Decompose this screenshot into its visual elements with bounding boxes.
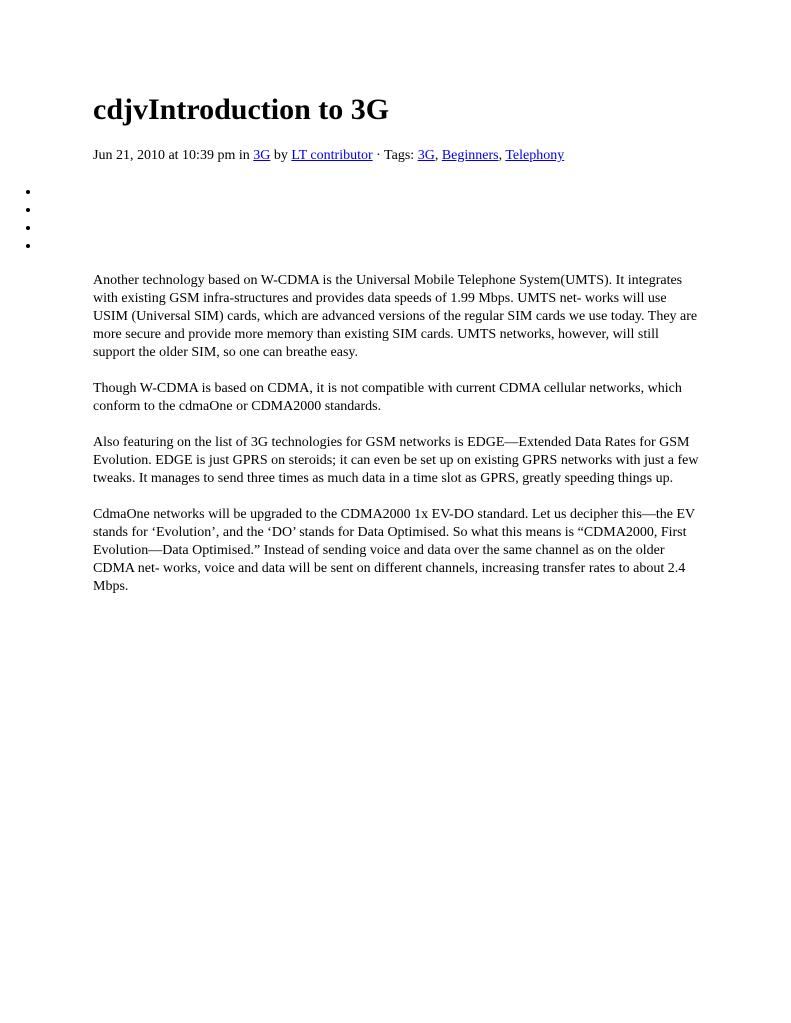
tag-separator: , — [498, 148, 506, 163]
tag-link-3g[interactable]: 3G — [417, 148, 435, 163]
author-link[interactable]: LT contributor — [291, 148, 373, 163]
post-date: Jun 21, 2010 at 10:39 pm — [93, 148, 236, 163]
category-link[interactable]: 3G — [253, 148, 271, 163]
tags-label: · Tags: — [372, 148, 418, 163]
paragraph-cdmaone: CdmaOne networks will be upgraded to the CDMA2000 1x EV-DO standard. Let us decipher this—the EV stands for ‘Evolution’, and the ‘DO’ stands for Data Optimised. So what this means is “CDMA2000, First Evolution—Data Optimised.” Instead of sending voice and data over the same channel as on the older CDMA net- works, voice and data will be sent on different channels, increasing transfer rates to about 2.4 Mbps. — [93, 507, 695, 594]
empty-bullet-list — [0, 183, 40, 255]
paragraph-umts: Another technology based on W-CDMA is the Universal Mobile Telephone System(UMTS). It integrates with existing GSM infra-structures and provides data speeds of 1.99 Mbps. UMTS net- works will use USIM (Universal SIM) cards, which are advanced versions of the regular SIM cards we use today. They are more secure and provide more memory than existing SIM cards. UMTS networks, however, will still support the older SIM, so one can breathe easy. — [93, 273, 698, 360]
article-body — [93, 272, 703, 614]
by-label: by — [270, 148, 292, 163]
tag-link-beginners[interactable]: Beginners — [441, 148, 499, 163]
in-label: in — [235, 148, 254, 163]
tag-link-telephony[interactable]: Telephony — [505, 148, 565, 163]
tag-separator: , — [434, 148, 442, 163]
paragraph-wcdma: Though W-CDMA is based on CDMA, it is not compatible with current CDMA cellular networks, which conform to the cdmaOne or CDMA2000 standards. — [93, 381, 682, 414]
paragraph-edge: Also featuring on the list of 3G technologies for GSM networks is EDGE—Extended Data Rates for GSM Evolution. EDGE is just GPRS on steroids; it can even be set up on existing GPRS networks with just a few tweaks. It manages to send three times as much data in a time slot as GPRS, greatly speeding things up. — [93, 435, 699, 486]
page-title: cdjvIntroduction to 3G — [93, 93, 390, 126]
post-meta — [93, 147, 564, 165]
